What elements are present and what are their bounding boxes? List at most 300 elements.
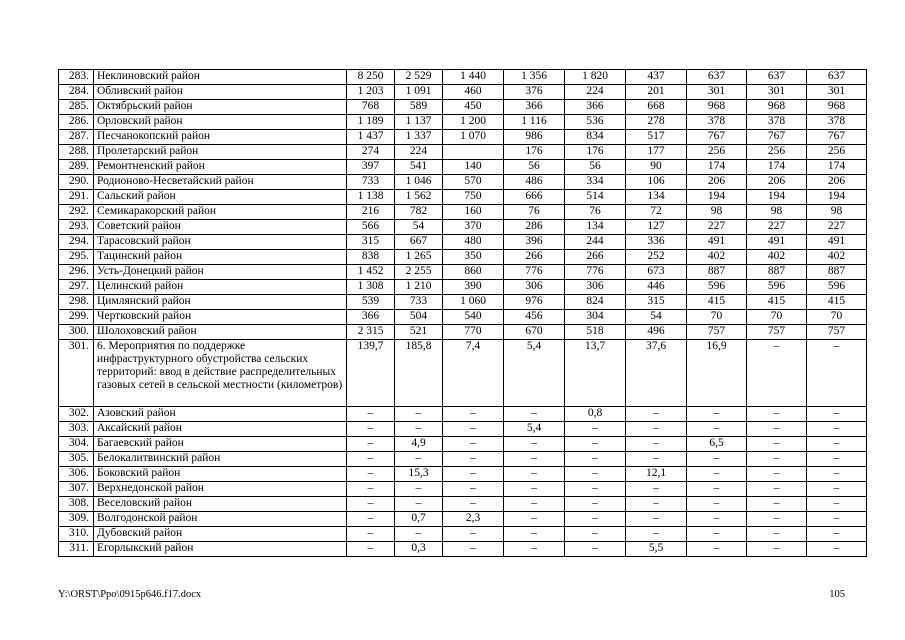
value-cell: 224	[565, 85, 626, 100]
table-row	[59, 310, 867, 325]
row-name: Аксайский район	[94, 422, 347, 437]
value-cell: –	[687, 482, 747, 497]
footer-page-number: 105	[829, 589, 845, 600]
row-number: 288.	[59, 145, 94, 160]
row-number: 296.	[59, 265, 94, 280]
value-cell: 670	[504, 325, 565, 340]
value-cell: –	[687, 512, 747, 527]
value-cell: 976	[504, 295, 565, 310]
value-cell: 12,1	[626, 467, 687, 482]
table-row	[59, 482, 867, 497]
value-cell: 227	[687, 220, 747, 235]
value-cell: 437	[626, 70, 687, 85]
table-row	[59, 235, 867, 250]
value-cell: 224	[395, 145, 443, 160]
value-cell: –	[687, 497, 747, 512]
value-cell: –	[443, 542, 504, 557]
row-name: Азовский район	[94, 407, 347, 422]
value-cell: –	[565, 542, 626, 557]
table-row	[59, 175, 867, 190]
value-cell: 127	[626, 220, 687, 235]
row-number: 287.	[59, 130, 94, 145]
table-row	[59, 437, 867, 452]
value-cell: –	[807, 512, 867, 527]
value-cell: 54	[626, 310, 687, 325]
value-cell	[443, 145, 504, 160]
value-cell: 767	[807, 130, 867, 145]
value-cell: 757	[807, 325, 867, 340]
value-cell: 0,7	[395, 512, 443, 527]
value-cell: 194	[807, 190, 867, 205]
table-row	[59, 265, 867, 280]
value-cell: 256	[747, 145, 807, 160]
value-cell: –	[347, 497, 395, 512]
table-row	[59, 340, 867, 407]
value-cell: 1 820	[565, 70, 626, 85]
row-number: 310.	[59, 527, 94, 542]
value-cell: 98	[747, 205, 807, 220]
value-cell: 1 203	[347, 85, 395, 100]
value-cell: 176	[565, 145, 626, 160]
value-cell: 266	[504, 250, 565, 265]
value-cell: 397	[347, 160, 395, 175]
row-number: 305.	[59, 452, 94, 467]
row-number: 303.	[59, 422, 94, 437]
table-row	[59, 70, 867, 85]
value-cell: 194	[687, 190, 747, 205]
value-cell: –	[395, 497, 443, 512]
value-cell: 1 308	[347, 280, 395, 295]
value-cell: 366	[565, 100, 626, 115]
value-cell: –	[807, 497, 867, 512]
value-cell: 244	[565, 235, 626, 250]
value-cell: 1 091	[395, 85, 443, 100]
value-cell: 8 250	[347, 70, 395, 85]
value-cell: 518	[565, 325, 626, 340]
value-cell: 366	[504, 100, 565, 115]
value-cell: 252	[626, 250, 687, 265]
row-number: 293.	[59, 220, 94, 235]
value-cell: 456	[504, 310, 565, 325]
value-cell: 834	[565, 130, 626, 145]
value-cell: –	[443, 467, 504, 482]
value-cell: 216	[347, 205, 395, 220]
value-cell: –	[807, 437, 867, 452]
value-cell: 402	[807, 250, 867, 265]
value-cell: –	[747, 407, 807, 422]
value-cell: 415	[747, 295, 807, 310]
table-row	[59, 497, 867, 512]
value-cell: –	[443, 527, 504, 542]
value-cell: 2 315	[347, 325, 395, 340]
value-cell: 402	[687, 250, 747, 265]
row-name: Советский район	[94, 220, 347, 235]
value-cell: 1 440	[443, 70, 504, 85]
value-cell: 2,3	[443, 512, 504, 527]
value-cell: 7,4	[443, 340, 504, 407]
value-cell: 1 562	[395, 190, 443, 205]
value-cell: 227	[747, 220, 807, 235]
value-cell: –	[565, 437, 626, 452]
table-row	[59, 422, 867, 437]
row-name: Веселовский район	[94, 497, 347, 512]
value-cell: –	[395, 407, 443, 422]
value-cell: –	[687, 452, 747, 467]
value-cell: 378	[747, 115, 807, 130]
value-cell: –	[807, 542, 867, 557]
value-cell: 596	[747, 280, 807, 295]
table-row	[59, 512, 867, 527]
value-cell: 589	[395, 100, 443, 115]
value-cell: 90	[626, 160, 687, 175]
value-cell: –	[807, 482, 867, 497]
value-cell: 1 138	[347, 190, 395, 205]
row-name: Боковский район	[94, 467, 347, 482]
value-cell: 4,9	[395, 437, 443, 452]
value-cell: 174	[687, 160, 747, 175]
value-cell: 306	[565, 280, 626, 295]
footer-file-path: Y:\ORST\Ppo\0915p646.f17.docx	[58, 589, 202, 600]
row-number: 297.	[59, 280, 94, 295]
row-name: Усть-Донецкий район	[94, 265, 347, 280]
value-cell: 887	[747, 265, 807, 280]
row-number: 302.	[59, 407, 94, 422]
value-cell: –	[626, 512, 687, 527]
value-cell: –	[747, 527, 807, 542]
value-cell: 278	[626, 115, 687, 130]
value-cell: –	[687, 527, 747, 542]
value-cell: 139,7	[347, 340, 395, 407]
value-cell: –	[443, 482, 504, 497]
row-name: Верхнедонской район	[94, 482, 347, 497]
value-cell: –	[565, 497, 626, 512]
value-cell: –	[747, 422, 807, 437]
value-cell: 733	[395, 295, 443, 310]
value-cell: 16,9	[687, 340, 747, 407]
table-row	[59, 295, 867, 310]
value-cell: 2 255	[395, 265, 443, 280]
value-cell: –	[687, 407, 747, 422]
value-cell: 366	[347, 310, 395, 325]
table-row	[59, 407, 867, 422]
value-cell: –	[626, 422, 687, 437]
value-cell: 1 437	[347, 130, 395, 145]
table-row	[59, 527, 867, 542]
value-cell: 517	[626, 130, 687, 145]
value-cell: –	[347, 452, 395, 467]
value-cell: –	[565, 512, 626, 527]
value-cell: 782	[395, 205, 443, 220]
value-cell: 13,7	[565, 340, 626, 407]
value-cell: 768	[347, 100, 395, 115]
value-cell: 667	[395, 235, 443, 250]
row-name: Родионово-Несветайский район	[94, 175, 347, 190]
row-number: 292.	[59, 205, 94, 220]
table-row	[59, 452, 867, 467]
value-cell: 887	[687, 265, 747, 280]
value-cell: 1 210	[395, 280, 443, 295]
value-cell: –	[687, 422, 747, 437]
value-cell: 491	[747, 235, 807, 250]
value-cell: 174	[747, 160, 807, 175]
value-cell: –	[347, 407, 395, 422]
value-cell: –	[747, 512, 807, 527]
row-name: Пролетарский район	[94, 145, 347, 160]
value-cell: –	[565, 482, 626, 497]
value-cell: –	[504, 542, 565, 557]
row-name: Багаевский район	[94, 437, 347, 452]
value-cell: 838	[347, 250, 395, 265]
value-cell: –	[504, 437, 565, 452]
table-row	[59, 190, 867, 205]
value-cell: –	[747, 437, 807, 452]
value-cell: 5,5	[626, 542, 687, 557]
data-table	[58, 69, 867, 557]
value-cell: 757	[687, 325, 747, 340]
value-cell: 174	[807, 160, 867, 175]
value-cell: –	[347, 422, 395, 437]
value-cell: –	[504, 467, 565, 482]
value-cell: 256	[687, 145, 747, 160]
value-cell: 177	[626, 145, 687, 160]
value-cell: 1 200	[443, 115, 504, 130]
value-cell: 402	[747, 250, 807, 265]
value-cell: –	[807, 407, 867, 422]
value-cell: –	[807, 422, 867, 437]
value-cell: 376	[504, 85, 565, 100]
table-row	[59, 130, 867, 145]
value-cell: –	[395, 527, 443, 542]
row-name: Обливский район	[94, 85, 347, 100]
table-body	[59, 70, 867, 557]
table-row	[59, 542, 867, 557]
value-cell: –	[747, 542, 807, 557]
value-cell: 370	[443, 220, 504, 235]
value-cell: –	[747, 467, 807, 482]
table-row	[59, 115, 867, 130]
table-row	[59, 85, 867, 100]
row-name: Шолоховский район	[94, 325, 347, 340]
row-number: 284.	[59, 85, 94, 100]
value-cell: 70	[747, 310, 807, 325]
value-cell: 733	[347, 175, 395, 190]
row-name: Орловский район	[94, 115, 347, 130]
value-cell: 1 452	[347, 265, 395, 280]
value-cell: 504	[395, 310, 443, 325]
value-cell: 0,3	[395, 542, 443, 557]
value-cell: 185,8	[395, 340, 443, 407]
row-number: 304.	[59, 437, 94, 452]
value-cell: 415	[687, 295, 747, 310]
value-cell: 5,4	[504, 422, 565, 437]
value-cell: 968	[807, 100, 867, 115]
table-row	[59, 280, 867, 295]
value-cell: 514	[565, 190, 626, 205]
value-cell: 56	[504, 160, 565, 175]
value-cell: 1 189	[347, 115, 395, 130]
row-number: 301.	[59, 340, 94, 407]
value-cell: –	[626, 437, 687, 452]
value-cell: 491	[807, 235, 867, 250]
value-cell: 206	[687, 175, 747, 190]
value-cell: –	[747, 482, 807, 497]
row-number: 291.	[59, 190, 94, 205]
value-cell: 301	[687, 85, 747, 100]
value-cell: –	[347, 437, 395, 452]
value-cell: 336	[626, 235, 687, 250]
value-cell: –	[747, 340, 807, 407]
table-row	[59, 205, 867, 220]
value-cell: 824	[565, 295, 626, 310]
value-cell: 460	[443, 85, 504, 100]
value-cell: 767	[687, 130, 747, 145]
table-row	[59, 325, 867, 340]
row-number: 295.	[59, 250, 94, 265]
value-cell: 637	[687, 70, 747, 85]
value-cell: 770	[443, 325, 504, 340]
value-cell: 750	[443, 190, 504, 205]
value-cell: 306	[504, 280, 565, 295]
value-cell: 194	[747, 190, 807, 205]
row-number: 294.	[59, 235, 94, 250]
row-number: 311.	[59, 542, 94, 557]
value-cell: 301	[807, 85, 867, 100]
table-row	[59, 160, 867, 175]
value-cell: 378	[687, 115, 747, 130]
value-cell: –	[747, 497, 807, 512]
value-cell: 390	[443, 280, 504, 295]
row-name: Волгодонской район	[94, 512, 347, 527]
value-cell: –	[626, 497, 687, 512]
row-name: Тацинский район	[94, 250, 347, 265]
value-cell: –	[443, 497, 504, 512]
value-cell: 480	[443, 235, 504, 250]
row-number: 298.	[59, 295, 94, 310]
value-cell: 521	[395, 325, 443, 340]
row-number: 299.	[59, 310, 94, 325]
value-cell: –	[395, 482, 443, 497]
row-name: Цимлянский район	[94, 295, 347, 310]
row-name: Октябрьский район	[94, 100, 347, 115]
value-cell: 201	[626, 85, 687, 100]
value-cell: 6,5	[687, 437, 747, 452]
table-row	[59, 145, 867, 160]
value-cell: 98	[807, 205, 867, 220]
row-number: 285.	[59, 100, 94, 115]
value-cell: 98	[687, 205, 747, 220]
row-number: 308.	[59, 497, 94, 512]
row-name: Сальский район	[94, 190, 347, 205]
table-row	[59, 100, 867, 115]
value-cell: –	[687, 467, 747, 482]
value-cell: 0,8	[565, 407, 626, 422]
value-cell: 541	[395, 160, 443, 175]
value-cell: 673	[626, 265, 687, 280]
value-cell: 1 070	[443, 130, 504, 145]
value-cell: 1 137	[395, 115, 443, 130]
value-cell: –	[626, 527, 687, 542]
value-cell: –	[443, 437, 504, 452]
value-cell: 350	[443, 250, 504, 265]
value-cell: 757	[747, 325, 807, 340]
value-cell: 301	[747, 85, 807, 100]
value-cell: 539	[347, 295, 395, 310]
value-cell: 446	[626, 280, 687, 295]
value-cell: 968	[747, 100, 807, 115]
value-cell: –	[504, 407, 565, 422]
value-cell: 540	[443, 310, 504, 325]
value-cell: 776	[565, 265, 626, 280]
value-cell: 1 337	[395, 130, 443, 145]
value-cell: 1 356	[504, 70, 565, 85]
value-cell: 76	[504, 205, 565, 220]
value-cell: 776	[504, 265, 565, 280]
row-name: Неклиновский район	[94, 70, 347, 85]
value-cell: 496	[626, 325, 687, 340]
value-cell: 450	[443, 100, 504, 115]
value-cell: –	[347, 527, 395, 542]
value-cell: 5,4	[504, 340, 565, 407]
value-cell: 227	[807, 220, 867, 235]
value-cell: 256	[807, 145, 867, 160]
value-cell: –	[807, 340, 867, 407]
row-name: Песчанокопский район	[94, 130, 347, 145]
value-cell: –	[565, 452, 626, 467]
value-cell: 968	[687, 100, 747, 115]
row-name: Целинский район	[94, 280, 347, 295]
row-number: 290.	[59, 175, 94, 190]
value-cell: 70	[687, 310, 747, 325]
value-cell: 274	[347, 145, 395, 160]
row-number: 300.	[59, 325, 94, 340]
value-cell: 860	[443, 265, 504, 280]
value-cell: 106	[626, 175, 687, 190]
value-cell: 1 116	[504, 115, 565, 130]
value-cell: 37,6	[626, 340, 687, 407]
value-cell: 1 265	[395, 250, 443, 265]
row-number: 306.	[59, 467, 94, 482]
value-cell: 668	[626, 100, 687, 115]
value-cell: 536	[565, 115, 626, 130]
value-cell: 72	[626, 205, 687, 220]
value-cell: 54	[395, 220, 443, 235]
row-number: 307.	[59, 482, 94, 497]
value-cell: –	[565, 527, 626, 542]
value-cell: –	[504, 497, 565, 512]
value-cell: 887	[807, 265, 867, 280]
value-cell: 206	[807, 175, 867, 190]
value-cell: 486	[504, 175, 565, 190]
value-cell: –	[347, 542, 395, 557]
table-row	[59, 250, 867, 265]
value-cell: 666	[504, 190, 565, 205]
value-cell: 134	[565, 220, 626, 235]
row-number: 283.	[59, 70, 94, 85]
value-cell: 304	[565, 310, 626, 325]
value-cell: 596	[687, 280, 747, 295]
value-cell: 570	[443, 175, 504, 190]
row-name: Семикаракорский район	[94, 205, 347, 220]
value-cell: –	[347, 512, 395, 527]
value-cell: –	[687, 542, 747, 557]
value-cell: –	[626, 407, 687, 422]
value-cell: –	[565, 422, 626, 437]
value-cell: –	[807, 452, 867, 467]
value-cell: –	[807, 467, 867, 482]
value-cell: 396	[504, 235, 565, 250]
value-cell: 334	[565, 175, 626, 190]
value-cell: 176	[504, 145, 565, 160]
